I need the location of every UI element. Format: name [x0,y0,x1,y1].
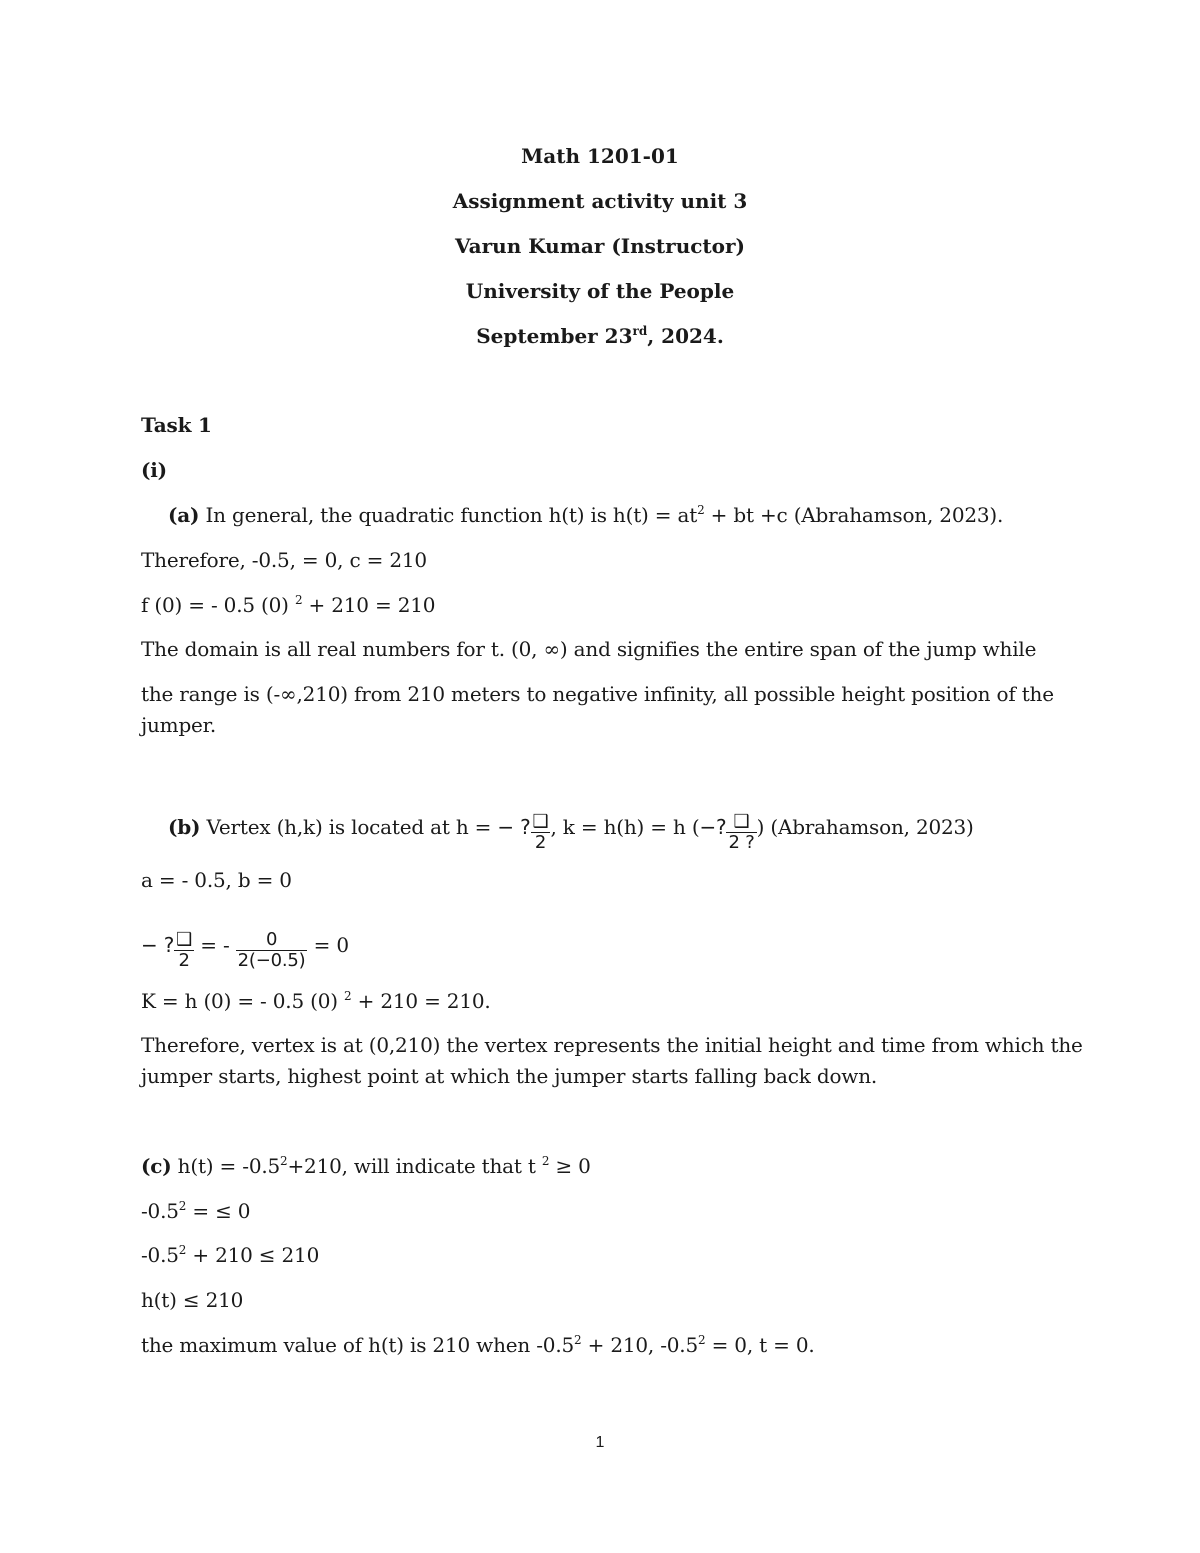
exponent: 2 [541,1154,550,1168]
fraction-b-over-2a [174,930,194,971]
section-a-text: In general, the quadratic function h(t) is h(t) = at [199,503,698,527]
minus-b: − ? [497,815,531,839]
section-c-line5 [141,1331,815,1362]
section-c-line3 [141,1241,319,1272]
vertex-text: Vertex (h,k) is located at h = [200,815,498,839]
section-c-line1 [141,1152,591,1183]
fraction-numerator: ❑ [733,811,750,832]
section-a-line2: Therefore, -0.5, = 0, c = 210 [141,548,427,572]
k-equation-start: K = h (0) = - 0.5 (0) [141,989,345,1013]
instructor-name: Varun Kumar (Instructor) [454,234,746,258]
exponent: 2 [294,593,303,607]
date-suffix: , 2024. [647,324,724,348]
date-superscript: rd [632,324,648,338]
fraction-b-over-2a [726,812,756,853]
page-number: 1 [595,1434,605,1451]
range-text-cont: jumper. [141,713,217,737]
max-value-start: the maximum value of h(t) is 210 when -0.5 [141,1333,575,1357]
fraction-denominator: 2 ? [728,832,755,853]
k-equation-end: + 210 = 210. [351,989,491,1013]
ht-expression-end: ≥ 0 [549,1154,591,1178]
max-value-end: = 0, t = 0. [705,1333,815,1357]
ht-expression: h(t) = -0.5 [171,1154,281,1178]
inequality-end: + 210 ≤ 210 [186,1243,320,1267]
fraction-denominator: 2 [174,950,194,971]
exponent: 2 [344,989,352,1003]
k-expression: , k = h(h) = h ( [550,815,700,839]
section-c-label: (c) [141,1154,172,1178]
fraction-b-over-2a [531,812,551,853]
exponent: 2 [280,1154,288,1168]
vertex-calculation [141,926,349,971]
section-a-line1 [168,501,1003,532]
section-c-line4: h(t) ≤ 210 [141,1288,244,1312]
equals-minus: = - [194,933,236,957]
k-calculation [141,987,491,1018]
inequality-end: = ≤ 0 [186,1199,251,1223]
vertex-conclusion: Therefore, vertex is at (0,210) the vertex represents the initial height and time from which the [141,1033,1083,1057]
exponent: 2 [178,1243,187,1257]
university-name: University of the People [465,279,735,303]
section-c-line2 [141,1197,250,1228]
section-a-line3 [141,591,435,622]
fraction-denominator: 2 [531,832,551,853]
section-a-text-end: + bt +c (Abrahamson, 2023). [704,503,1004,527]
vertex-conclusion-cont: jumper starts, highest point at which the jumper starts falling back down. [141,1064,878,1088]
fraction-numerator: ❑ [532,811,549,832]
task-heading: Task 1 [141,413,212,437]
inequality-start: -0.5 [141,1243,179,1267]
ab-values: a = - 0.5, b = 0 [141,868,292,892]
section-a-label: (a) [168,503,200,527]
exponent: 2 [697,503,705,517]
course-title: Math 1201-01 [521,144,679,168]
equals-zero: = 0 [307,933,349,957]
fraction-denominator: 2(−0.5) [237,950,306,971]
f0-equation-start: f (0) = - 0.5 (0) [141,593,295,617]
minus-b: −? [699,815,727,839]
section-b-label: (b) [168,815,201,839]
fraction-numerator: ❑ [176,929,193,950]
exponent: 2 [178,1199,187,1213]
citation: ) (Abrahamson, 2023) [756,815,974,839]
f0-equation-end: + 210 = 210 [302,593,436,617]
inequality-start: -0.5 [141,1199,179,1223]
minus-b: − ? [141,933,175,957]
section-b-vertex-line [168,808,974,853]
assignment-title: Assignment activity unit 3 [452,189,748,213]
submission-date [0,322,1200,353]
date-prefix: September 23 [476,324,633,348]
max-value-mid: + 210, -0.5 [581,1333,698,1357]
fraction-numerator: 0 [265,929,278,950]
exponent: 2 [697,1333,706,1347]
part-heading: (i) [141,458,167,482]
range-text: the range is (-∞,210) from 210 meters to negative infinity, all possible height position of the [141,682,1054,706]
fraction-zero-over-minus-one [236,930,308,971]
domain-text: The domain is all real numbers for t. (0, ∞) and signifies the entire span of the jump while [141,637,1037,661]
ht-expression-mid: +210, will indicate that t [287,1154,542,1178]
exponent: 2 [574,1333,582,1347]
